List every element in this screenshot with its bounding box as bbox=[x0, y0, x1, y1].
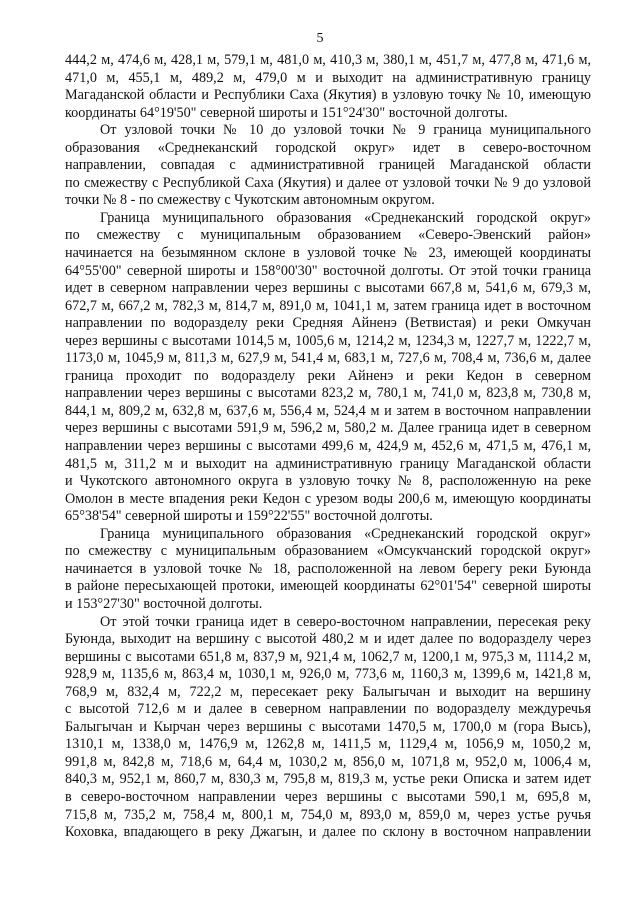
text-line: 844,1 м, 809,2 м, 632,8 м, 637,6 м, 556,4 м, 524,4 м и затем в восточном направлении bbox=[65, 402, 591, 419]
text-line: по смежеству с муниципальным образованием «Омсукчанский городской округ» bbox=[65, 543, 591, 560]
text-line: 64°55'00" северной широты и 158°00'30" восточной долготы. От этой точки граница bbox=[65, 262, 591, 279]
text-line: в районе пересыхающей протоки, имеющей координаты 62°01'54" северной широты bbox=[65, 578, 591, 595]
text-line: 672,7 м, 667,2 м, 782,3 м, 814,7 м, 891,0 м, 1041,1 м, затем граница идет в восточном bbox=[65, 297, 591, 314]
text-line: по смежеству с Республикой Саха (Якутия) и далее от узловой точки № 9 до узловой bbox=[65, 174, 591, 191]
text-line: Коховка, впадающего в реку Джагын, и далее по склону в восточном направлении bbox=[65, 824, 591, 841]
text-line: Омолон в месте впадения реки Кедон с урезом воды 200,6 м, имеющую координаты bbox=[65, 490, 591, 507]
text-line: в северо-восточном направлении через вершины с высотами 590,1 м, 695,8 м, bbox=[65, 788, 591, 805]
text-line: с высотой 712,6 м и далее в северном направлении по водоразделу междуречья bbox=[65, 701, 591, 718]
text-line: От этой точки граница идет в северо-восточном направлении, пересекая реку bbox=[100, 613, 591, 630]
text-line: начинается на безымянном склоне в узловой точке № 23, имеющей координаты bbox=[65, 245, 591, 262]
text-line: 444,2 м, 474,6 м, 428,1 м, 579,1 м, 481,0 м, 410,3 м, 380,1 м, 451,7 м, 477,8 м, 471,6 м, bbox=[65, 52, 591, 68]
text-line: и Чукотского автономного округа в узловую точку № 8, расположенную на реке bbox=[65, 473, 591, 490]
text-line: 840,3 м, 952,1 м, 860,7 м, 830,3 м, 795,8 м, 819,3 м, устье реки Описка и затем идет bbox=[65, 771, 591, 788]
text-line: Магаданской области и Республики Саха (Якутия) в узловую точку № 10, имеющую bbox=[65, 87, 591, 104]
text-line: начинается в узловой точке № 18, расположенной на левом берегу реки Буюнда bbox=[65, 560, 591, 577]
text-line: направлении по водоразделу реки Средняя Айненэ (Ветвистая) и реки Омкучан bbox=[65, 315, 591, 332]
text-line: и 153°27'30" восточной долготы. bbox=[65, 595, 263, 612]
text-line: 715,8 м, 735,2 м, 758,4 м, 800,1 м, 754,0 м, 893,0 м, 859,0 м, через устье ручья bbox=[65, 806, 591, 823]
text-line: Балыгычан и Кырчан через вершины с высотами 1470,5 м, 1700,0 м (гора Высь), bbox=[65, 718, 591, 735]
text-line: направлении через вершины с высотами 823,2 м, 780,1 м, 741,0 м, 823,8 м, 730,8 м, bbox=[65, 385, 591, 402]
text-line: через вершины с высотами 591,9 м, 596,2 м, 580,2 м. Далее граница идет в северном bbox=[65, 420, 591, 437]
text-line: 768,9 м, 832,4 м, 722,2 м, пересекает реку Балыгычан и выходит на вершину bbox=[65, 683, 591, 700]
body-text bbox=[65, 52, 591, 842]
text-line: 1310,1 м, 1338,0 м, 1476,9 м, 1262,8 м, 1411,5 м, 1129,4 м, 1056,9 м, 1050,2 м, bbox=[65, 736, 591, 753]
text-line: Граница муниципального образования «Среднеканский городской округ» bbox=[100, 209, 591, 226]
text-line: вершины с высотами 651,8 м, 837,9 м, 921,4 м, 1062,7 м, 1200,1 м, 975,3 м, 1114,2 м, bbox=[65, 648, 591, 665]
text-line: 481,5 м, 311,2 м и выходит на административную границу Магаданской области bbox=[65, 455, 591, 472]
text-line: координаты 64°19'50" северной широты и 151°24'30" восточной долготы. bbox=[65, 104, 508, 121]
text-line: через вершины с высотами 1014,5 м, 1005,6 м, 1214,2 м, 1234,3 м, 1227,7 м, 1222,7 м, bbox=[65, 332, 591, 349]
text-line: направлении, совпадая с административной границей Магаданской области bbox=[65, 157, 591, 174]
text-line: 65°38'54" северной широты и 159°22'55" восточной долготы. bbox=[65, 508, 433, 525]
text-line: 991,8 м, 842,8 м, 718,6 м, 64,4 м, 1030,2 м, 856,0 м, 1071,8 м, 952,0 м, 1006,4 м, bbox=[65, 753, 591, 770]
text-line: образования «Среднеканский городской округ» идет в северо-восточном bbox=[65, 139, 591, 156]
text-line: 471,0 м, 455,1 м, 489,2 м, 479,0 м и выходит на административную границу bbox=[65, 69, 591, 86]
page-number: 5 bbox=[316, 31, 324, 46]
text-line: направлении через вершины с высотами 499,6 м, 424,9 м, 452,6 м, 471,5 м, 476,1 м, bbox=[65, 438, 591, 455]
text-line: Граница муниципального образования «Среднеканский городской округ» bbox=[100, 525, 591, 542]
text-line: 928,9 м, 1135,6 м, 863,4 м, 1030,1 м, 926,0 м, 773,6 м, 1160,3 м, 1399,6 м, 1421,8 м, bbox=[65, 666, 591, 683]
text-line: по смежеству с муниципальным образованием «Северо-Эвенский район» bbox=[65, 227, 591, 244]
text-line: От узловой точки № 10 до узловой точки № 9 граница муниципального bbox=[100, 122, 591, 139]
text-line: граница проходит по водоразделу реки Айненэ и реки Кедон в северном bbox=[65, 367, 591, 384]
text-line: идет в северном направлении через вершины с высотами 667,8 м, 541,6 м, 679,3 м, bbox=[65, 280, 591, 297]
text-line: Буюнда, выходит на вершину с высотой 480,2 м и идет далее по водоразделу через bbox=[65, 631, 591, 648]
text-line: точки № 8 - по смежеству с Чукотским автономным округом. bbox=[65, 192, 435, 209]
text-line: 1173,0 м, 1045,9 м, 811,3 м, 627,9 м, 541,4 м, 683,1 м, 727,6 м, 708,4 м, 736,6 м, далее bbox=[65, 350, 591, 367]
